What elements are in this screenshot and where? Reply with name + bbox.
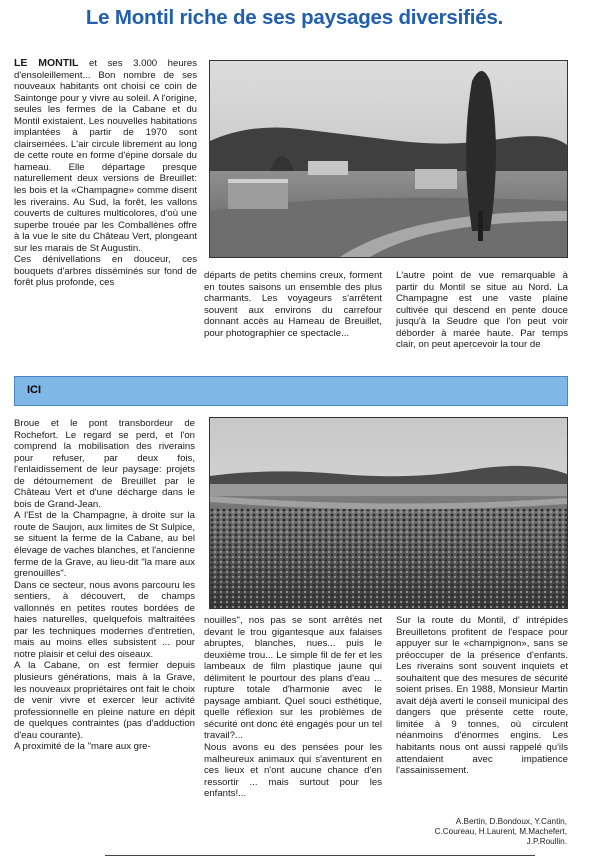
lead-text: LE MONTIL — [14, 58, 79, 69]
bottom-column-3 — [396, 615, 568, 815]
paragraph: Broue et le pont transbordeur de Rochefort. Le regard se perd, et l'on comprend la mobilisation des riverains pour refuser, par deux fois, l'enlaidissement de leur paysage: projets de détournement de Breuillet par le Château Vert et d'une décharge dans le bois de Grand-Jean. — [14, 418, 195, 510]
paragraph: Nous avons eu des pensées pour les malheureux animaux qui s'aventurent en ces lieux et n'ont aucune chance d'en ressortir ... mais surtout pour les enfants!... — [204, 742, 382, 800]
paragraph: Dans ce secteur, nous avons parcouru les sentiers, à découvert, de champs vallonnés en petites routes bordées de haies naturelles, quelquefois maltraitées par les techniques modernes d'entretien, mais au moins elles subsistent ... pour notre plaisir et celui des oiseaux. — [14, 579, 195, 660]
landscape-photo-2 — [210, 418, 567, 608]
top-column-2 — [204, 270, 382, 370]
paragraph: L'autre point de vue remarquable à partir du Montil se situe au Nord. La Champagne est une vaste plaine cultivée qui descend en pente douce jusqu'à la Seudre que l'on peut voir déborder à marée haute. Par temps clair, on peut apercevoir la tour de — [396, 270, 568, 351]
bottom-column-2 — [204, 615, 382, 845]
section-label: ICI — [27, 384, 42, 396]
paragraph: Ces dénivellations en douceur, ces bouquets d'arbres disséminés sur fond de forêt plus profonde, ces — [14, 254, 197, 289]
paragraph: A proximité de la "mare aux gre- — [14, 741, 151, 753]
intro-paragraph — [14, 58, 197, 254]
bottom-rule — [105, 855, 535, 856]
paragraph: nouilles", nos pas se sont arrêtés net devant le trou gigantesque aux falaises abruptes, blanches, nues... puis le deuxième trou... Le simple fil de fer et les lambeaux de film plastique jaune qui délimitent le pourtour des plans d'eau ... rupture totale d'harmonie avec le paysage ambiant. Quel souci esthétique, quelle réflexion sur les problèmes de sécurité ont donc été engagés pour un tel travail?... — [204, 615, 382, 742]
section-band — [14, 376, 568, 406]
bottom-column-1 — [14, 418, 195, 843]
photo-montil-houses — [209, 60, 568, 258]
paragraph: Sur la route du Montil, d' intrépides Breuilletons profitent de l'espace pour appuyer sur le «champignon», sans se préoccuper de la présence d'enfants. Les riverains sont souvent inquiets et souhaitent que des mesures de sécurité soient prises. En 1988, Monsieur Martin avait déjà averti le conseil municipal des dangers que présente cette route, limitée à 9 tonnes, où circulent néanmoins d'énormes engins. Les habitants nous ont aussi rappelé qu'ils attendaient avec impatience l'assainissement. — [396, 615, 568, 777]
landscape-photo-1 — [210, 61, 567, 257]
top-column-1 — [14, 58, 197, 363]
page-title: Le Montil riche de ses paysages diversifiés. — [85, 6, 504, 29]
paragraph: départs de petits chemins creux, forment en toutes saisons un ensemble des plus charmants. Les voyageurs s'arrêtent souvent aux environs du carrefour donnant accès au Hameau de Breuillet, pour photographier ce spectacle... — [204, 270, 382, 339]
author-line: C.Coureau, H.Laurent, M.Machefert, — [434, 827, 567, 836]
top-column-3 — [396, 270, 568, 370]
photo-champagne-plain — [209, 417, 568, 609]
author-line: J.P.Roullin. — [526, 837, 567, 846]
author-line: A.Bertin, D.Bondoux, Y.Cantin, — [455, 817, 567, 826]
authors-credit — [397, 817, 567, 847]
paragraph: A l'Est de la Champagne, à droite sur la route de Saujon, aux limites de St Sulpice, se situent la ferme de la Cabane, au bel élevage de vaches blanches, et l'ancienne ferme de la Grave, au lieu-dit "la mare aux grenouilles". — [14, 510, 195, 580]
intro-text: et ses 3.000 heures d'ensoleillement... Bon nombre de ses nouveaux habitants ont choisi ce coin de Saintonge pour y vivre au soleil. A l'origine, seules les fermes de la Cabane et du Montil existaient. Les nouvelles habitations implantées à partir de 1970 sont clairsemées. L'air circule librement au long de cette route en forme d'épine dorsale du hameau. Elle départage presque naturellement deux versions de Breuillet: les bois et la «Champagne» comme disent les riverains. Au Sud, la forêt, les vallons couverts de cultures multicolores, d'où une superbe trouée par les Comballènes offre à la vue le site du Château Vert, plongeant sur les marais de St Augustin. — [14, 58, 197, 254]
paragraph: A la Cabane, on est fermier depuis plusieurs générations, mais à la Grave, les nouveaux propriétaires ont fait le choix de venir vivre et exercer leur activité professionnelle en pleine nature en dépit de quelques contraintes (pas d'adduction d'eau courante). — [14, 660, 195, 741]
